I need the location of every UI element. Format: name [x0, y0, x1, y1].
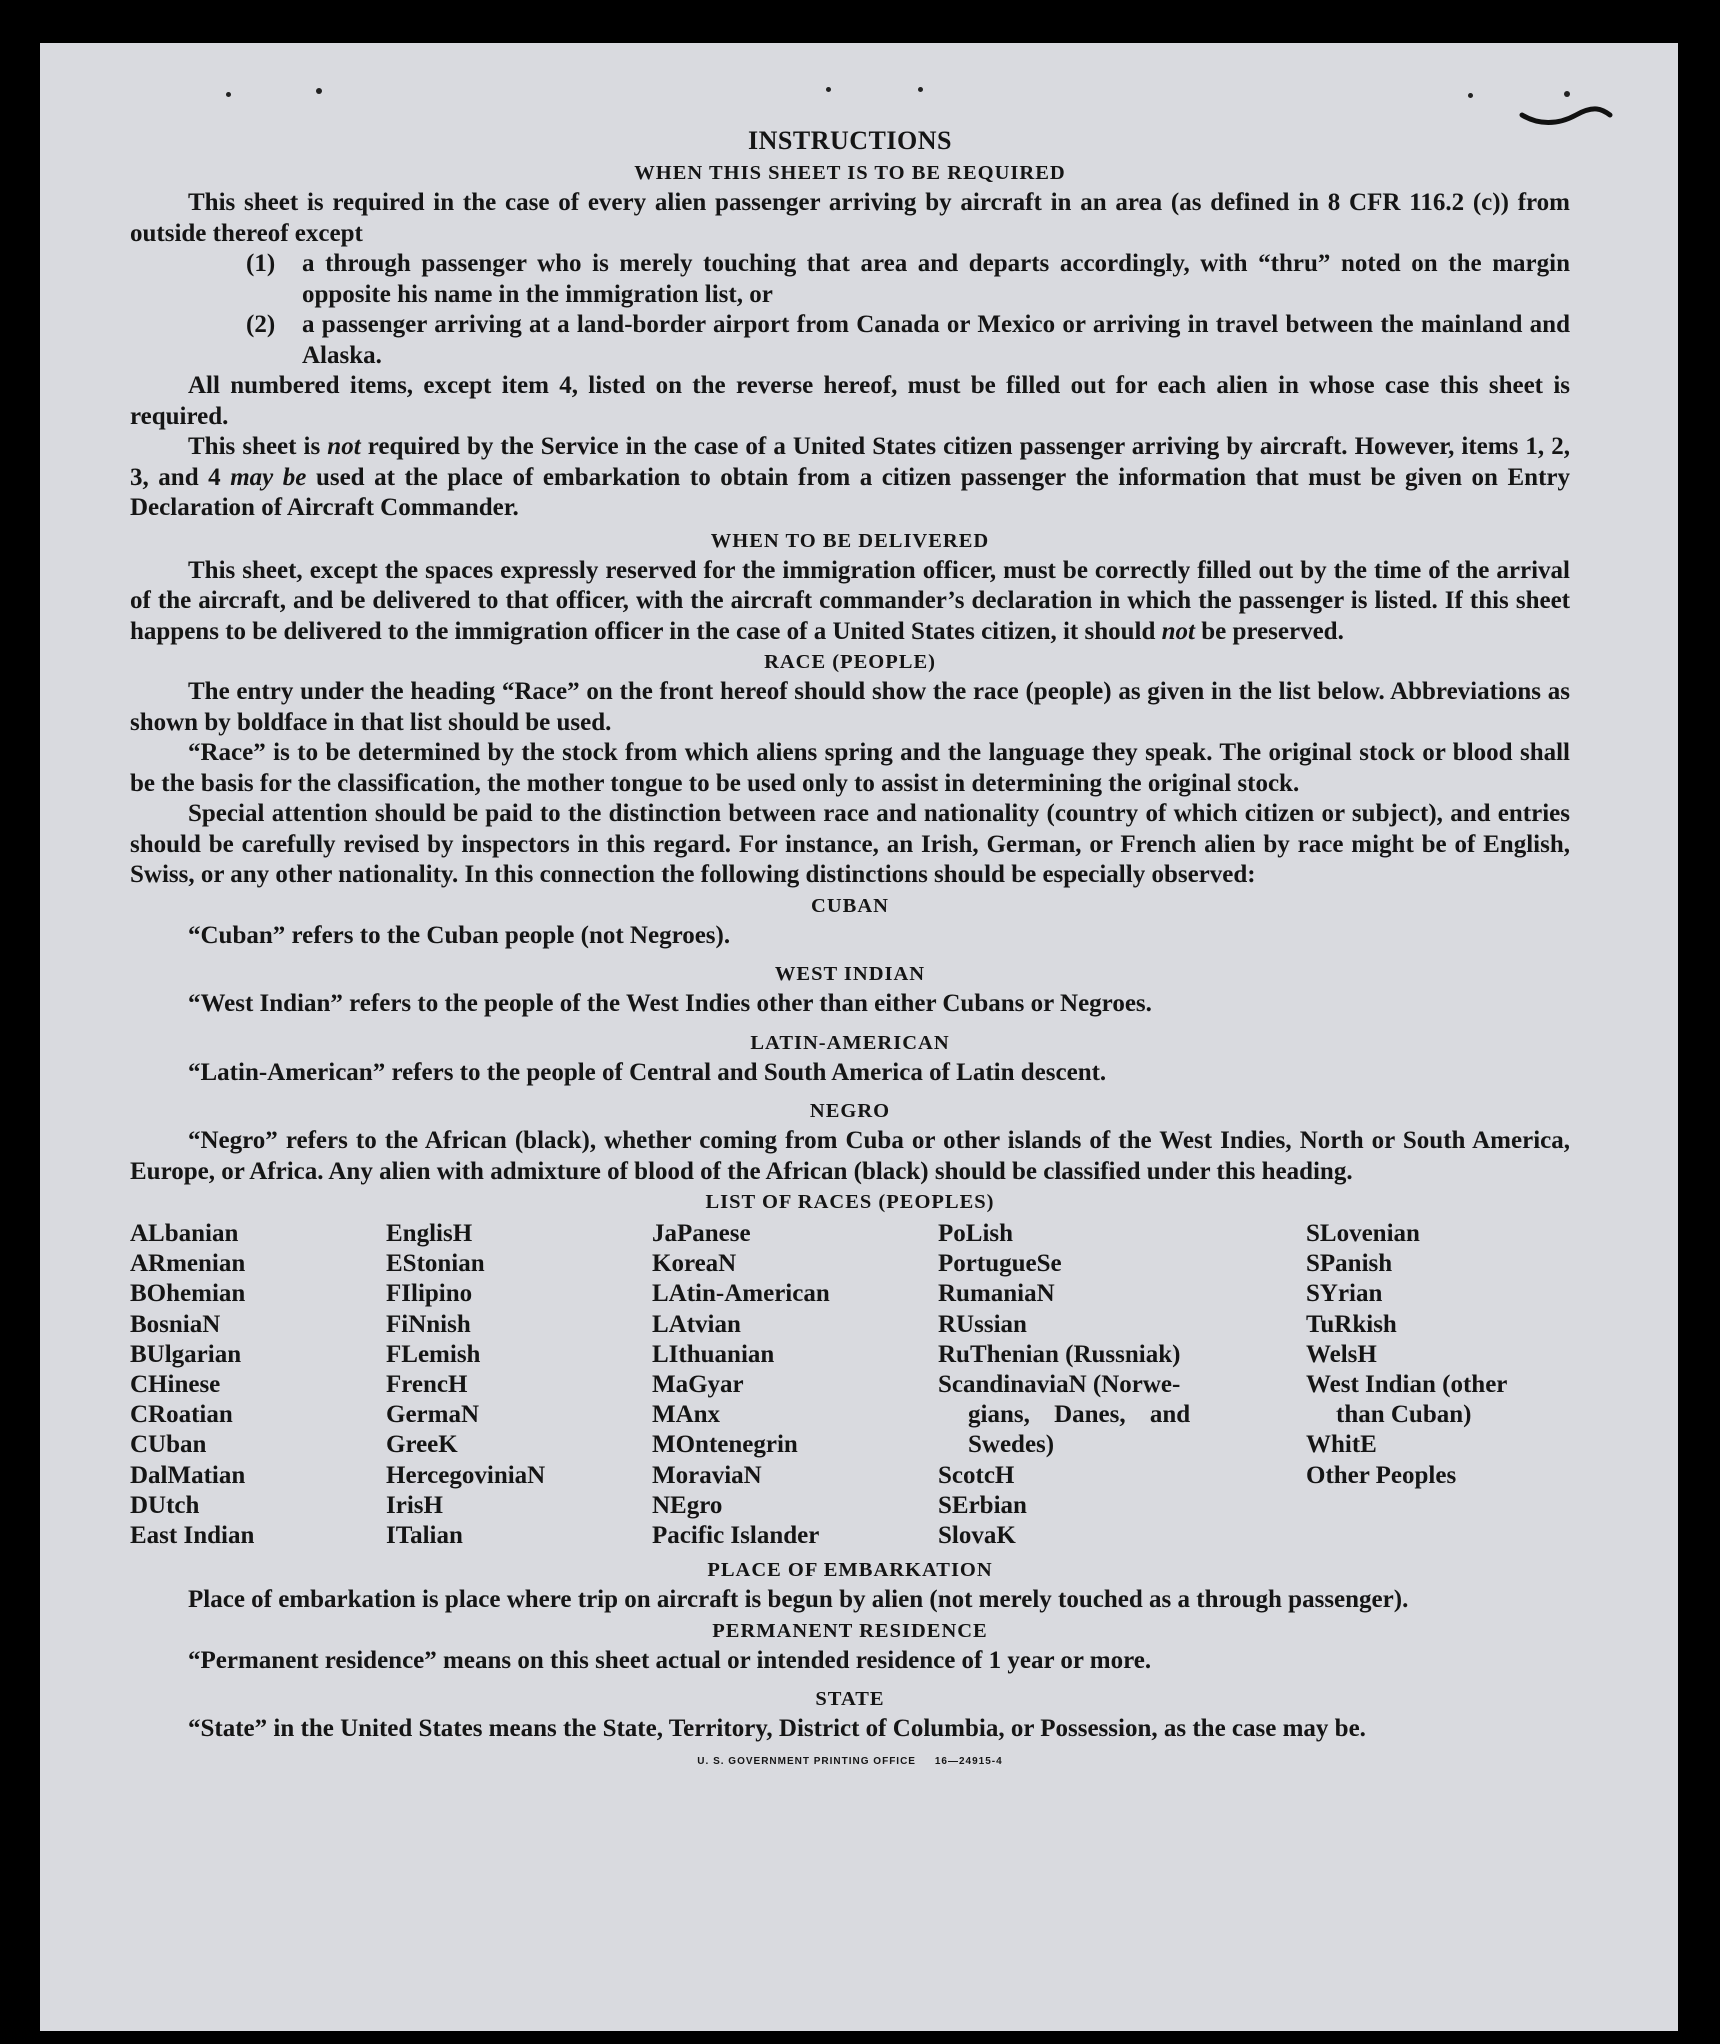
race-entry: BUlgarian [130, 1340, 242, 1368]
race-entry: CHinese [130, 1371, 221, 1399]
page-title: INSTRUCTIONS [748, 126, 952, 155]
section-heading-list-of-races: LIST OF RACES (PEOPLES) [705, 1191, 995, 1213]
speck-mark [1564, 91, 1570, 97]
section-heading-state: STATE [815, 1688, 885, 1711]
races-column-1 [130, 1219, 386, 1551]
residence-text: “Permanent residence” means on this sheet actual or intended residence of 1 year or more. [188, 1646, 1152, 1674]
race-entry-continuation: gians, Danes, and [968, 1401, 1191, 1429]
speck-mark [1468, 93, 1473, 98]
speck-mark [826, 87, 831, 92]
race-entry: LAtin-American [652, 1280, 830, 1308]
exception-item [246, 310, 1570, 371]
races-list [130, 1219, 1570, 1551]
race-entry: LIthuanian [652, 1340, 775, 1368]
race-paragraph-2: “Race” is to be determined by the stock from which aliens spring and the language they speak. The original stock or blood shall be the basis for the classification, the mother tongue to be used only to assist in determining the original stock. [130, 739, 1570, 797]
section-heading-west-indian: WEST INDIAN [774, 963, 926, 985]
race-entry: SLovenian [1306, 1220, 1420, 1247]
race-entry: GermaN [386, 1401, 480, 1429]
exception-number: (2) [246, 311, 276, 338]
race-entry: ARmenian [130, 1250, 246, 1278]
race-entry: WhitE [1306, 1431, 1377, 1459]
citizen-text-a: This sheet is [188, 433, 328, 460]
race-entry: WelsH [1306, 1340, 1377, 1368]
citizen-text-b: required by the Service in the case of a United States citizen passenger arriving by aircraft. However, items 1, 2, 3, and 4 [130, 433, 1570, 491]
numbered-items-paragraph: All numbered items, except item 4, listed on the reverse hereof, must be filled out for each alien in whose case this sheet is required. [130, 372, 1570, 430]
race-entry: EStonian [386, 1250, 485, 1278]
races-column-5 [1306, 1219, 1566, 1551]
races-column-2 [386, 1219, 652, 1551]
race-entry: RUssian [938, 1310, 1027, 1338]
race-entry: FiNnish [386, 1310, 471, 1338]
section-heading-cuban: CUBAN [811, 894, 889, 917]
delivered-not: not [1161, 617, 1195, 645]
race-entry: BosniaN [130, 1310, 221, 1338]
races-column-3 [652, 1219, 938, 1551]
race-entry: SPanish [1306, 1250, 1393, 1278]
section-heading-latin-american: LATIN-AMERICAN [750, 1031, 950, 1054]
race-entry: CUban [130, 1431, 207, 1459]
race-entry: ITalian [386, 1522, 463, 1550]
race-entry: ScotcH [938, 1461, 1015, 1489]
race-paragraph-3: Special attention should be paid to the distinction between race and nationality (country of which citizen or subject), and entries should be carefully revised by inspectors in this regard. For instance, an Irish, German, or French alien by race might be of English, Swiss, or any other nationality. In this connection the following distinctions should be especially observed: [130, 800, 1570, 888]
race-entry: MOntenegrin [652, 1431, 798, 1459]
race-entry: SlovaK [938, 1522, 1016, 1550]
race-entry-continuation: Swedes) [968, 1431, 1055, 1459]
race-entry: East Indian [130, 1522, 255, 1550]
state-text: “State” in the United States means the State, Territory, District of Columbia, or Possession, as the case may be. [188, 1715, 1366, 1743]
race-entry-continuation: than Cuban) [1336, 1401, 1472, 1429]
race-entry: SYrian [1306, 1280, 1383, 1308]
race-entry: ALbanian [130, 1220, 239, 1247]
delivered-paragraph [130, 556, 1570, 648]
race-entry: SErbian [938, 1491, 1027, 1519]
exception-number: (1) [246, 250, 276, 277]
exception-text: a passenger arriving at a land-border airport from Canada or Mexico or arriving in travel between the mainland and Alaska. [302, 311, 1570, 369]
latin-american-text: “Latin-American” refers to the people of Central and South America of Latin descent. [188, 1058, 1107, 1086]
citizen-not: not [327, 433, 361, 460]
race-entry: EnglisH [386, 1220, 473, 1247]
race-entry: KoreaN [652, 1250, 737, 1278]
section-heading-residence: PERMANENT RESIDENCE [712, 1619, 988, 1642]
negro-text: “Negro” refers to the African (black), whether coming from Cuba or other islands of the West Indies, North or South America, Europe, or Africa. Any alien with admixture of blood of the African (black) should be classified under this heading. [130, 1127, 1570, 1185]
citizen-text-c: used at the place of embarkation to obtain from a citizen passenger the information that must be given on Entry Declaration of Aircraft Commander. [130, 463, 1570, 521]
speck-mark [918, 87, 923, 92]
race-entry: FIlipino [386, 1280, 473, 1308]
race-entry: MaGyar [652, 1371, 744, 1399]
race-entry: Pacific Islander [652, 1522, 820, 1550]
race-entry: PortugueSe [938, 1250, 1062, 1278]
instructions-content [130, 124, 1570, 1777]
race-entry: RuThenian (Russniak) [938, 1340, 1181, 1368]
race-entry: West Indian (other [1306, 1371, 1508, 1399]
required-paragraph: This sheet is required in the case of every alien passenger arriving by aircraft in an area (as defined in 8 CFR 116.2 (c)) from outside thereof except [130, 189, 1570, 247]
section-heading-race: RACE (PEOPLE) [764, 651, 936, 673]
exception-text: a through passenger who is merely touching that area and departs accordingly, with “thru” noted on the margin opposite his name in the immigration list, or [302, 250, 1570, 308]
race-entry: Other Peoples [1306, 1461, 1457, 1489]
race-entry: FrencH [386, 1371, 468, 1399]
section-heading-delivered: WHEN TO BE DELIVERED [710, 529, 990, 552]
race-entry: LAtvian [652, 1310, 741, 1338]
embarkation-text: Place of embarkation is place where trip on aircraft is begun by alien (not merely touched as a through passenger). [188, 1586, 1409, 1614]
race-entry: RumaniaN [938, 1280, 1055, 1308]
document-sheet [40, 43, 1678, 2031]
delivered-text-b: be preserved. [1195, 617, 1344, 645]
cuban-text: “Cuban” refers to the Cuban people (not Negroes). [188, 921, 731, 949]
speck-mark [226, 92, 231, 97]
race-entry: IrisH [386, 1491, 443, 1519]
race-entry: GreeK [386, 1431, 458, 1459]
race-entry: MAnx [652, 1401, 721, 1429]
race-entry: CRoatian [130, 1401, 233, 1429]
citizen-paragraph [130, 432, 1570, 524]
race-entry: BOhemian [130, 1280, 246, 1308]
race-entry: TuRkish [1306, 1310, 1397, 1338]
race-entry: MoraviaN [652, 1461, 762, 1489]
citizen-may-be: may be [230, 463, 307, 491]
printer-imprint: U. S. GOVERNMENT PRINTING OFFICE 16—24915-4 [697, 1755, 1003, 1767]
section-heading-required: WHEN THIS SHEET IS TO BE REQUIRED [634, 162, 1066, 184]
race-entry: ScandinaviaN (Norwe- [938, 1371, 1181, 1399]
speck-mark [316, 88, 322, 94]
race-entry: FLemish [386, 1340, 481, 1368]
race-paragraph-1: The entry under the heading “Race” on the front hereof should show the race (people) as given in the list below. Abbreviations as shown by boldface in that list should be used. [130, 678, 1570, 736]
races-column-4 [938, 1219, 1306, 1551]
race-entry: PoLish [938, 1220, 1014, 1247]
race-entry: JaPanese [652, 1220, 751, 1247]
race-entry: DalMatian [130, 1461, 246, 1489]
section-heading-negro: NEGRO [809, 1100, 891, 1122]
west-indian-text: “West Indian” refers to the people of the West Indies other than either Cubans or Negroes. [188, 990, 1152, 1017]
race-entry: NEgro [652, 1491, 723, 1519]
race-entry: DUtch [130, 1491, 200, 1519]
section-heading-embarkation: PLACE OF EMBARKATION [707, 1559, 993, 1582]
race-entry: HercegoviniaN [386, 1461, 546, 1489]
delivered-text-a: This sheet, except the spaces expressly reserved for the immigration officer, must be correctly filled out by the time of the arrival of the aircraft, and be delivered to that officer, with the aircraft commander’s declaration in which the passenger is listed. If this sheet happens to be delivered to the immigration officer in the case of a United States citizen, it should [130, 556, 1570, 645]
exception-item [246, 249, 1570, 310]
